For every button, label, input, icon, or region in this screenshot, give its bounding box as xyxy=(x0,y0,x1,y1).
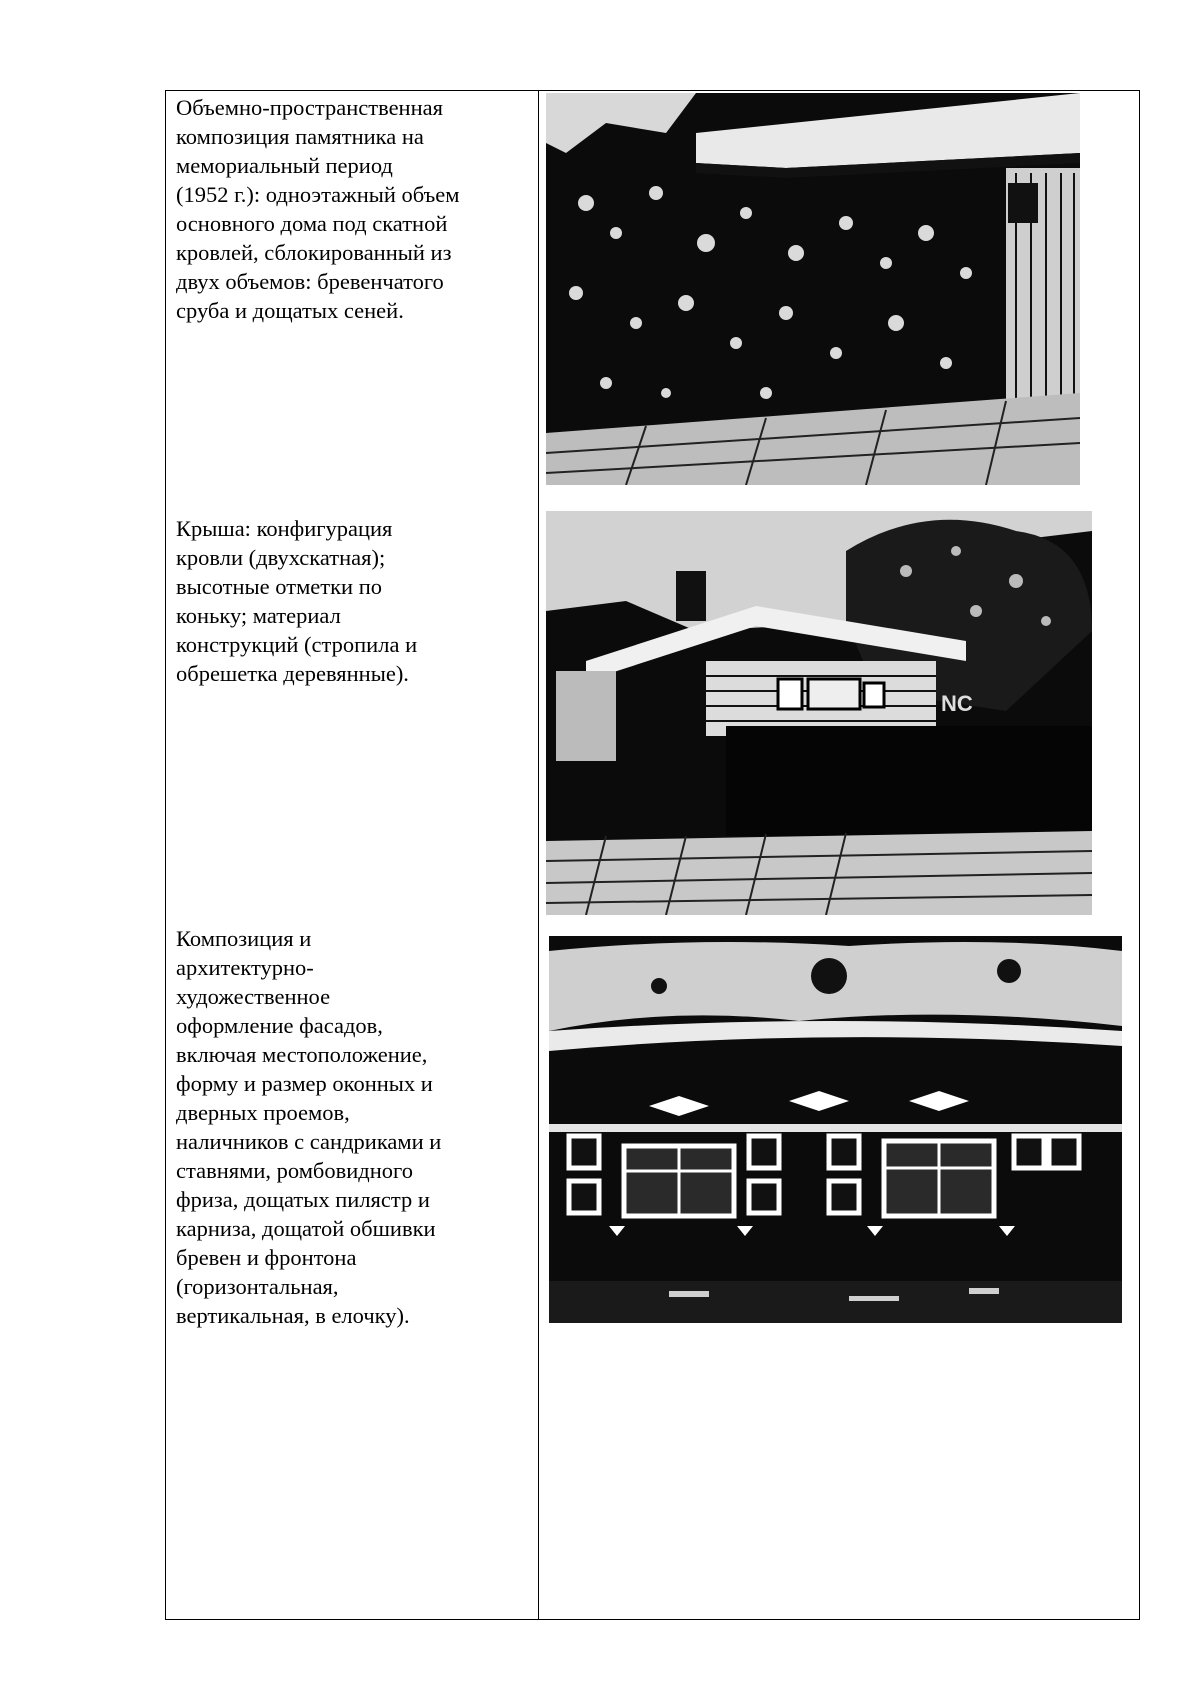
row-1-photo xyxy=(546,93,1080,485)
row-3-photo xyxy=(549,936,1122,1323)
row-1-description: Объемно-пространственная композиция памятника на мемориальный период (1952 г.): одноэтажный объем основного дома под скатной кровлей, сблокированный из двух объемов: бревенчатого сруба и дощатых сеней. xyxy=(176,95,460,323)
document-table xyxy=(165,90,1140,1620)
column-divider xyxy=(538,91,539,1619)
row-2-photo xyxy=(546,511,1092,915)
row-3-description: Композиция и архитектурно- художественное оформление фасадов, включая местоположение, форму и размер оконных и дверных проемов, наличников с сандриками и ставнями, ромбовидного фриза, дощатых пилястр и карниза, дощатой обшивки бревен и фронтона (горизонтальная, вертикальная, в елочку). xyxy=(176,926,442,1328)
row-2-description: Крыша: конфигурация кровли (двухскатная); высотные отметки по коньку; материал конструкций (стропила и обрешетка деревянные). xyxy=(176,516,418,686)
svg-text:NC: NC xyxy=(941,691,973,716)
